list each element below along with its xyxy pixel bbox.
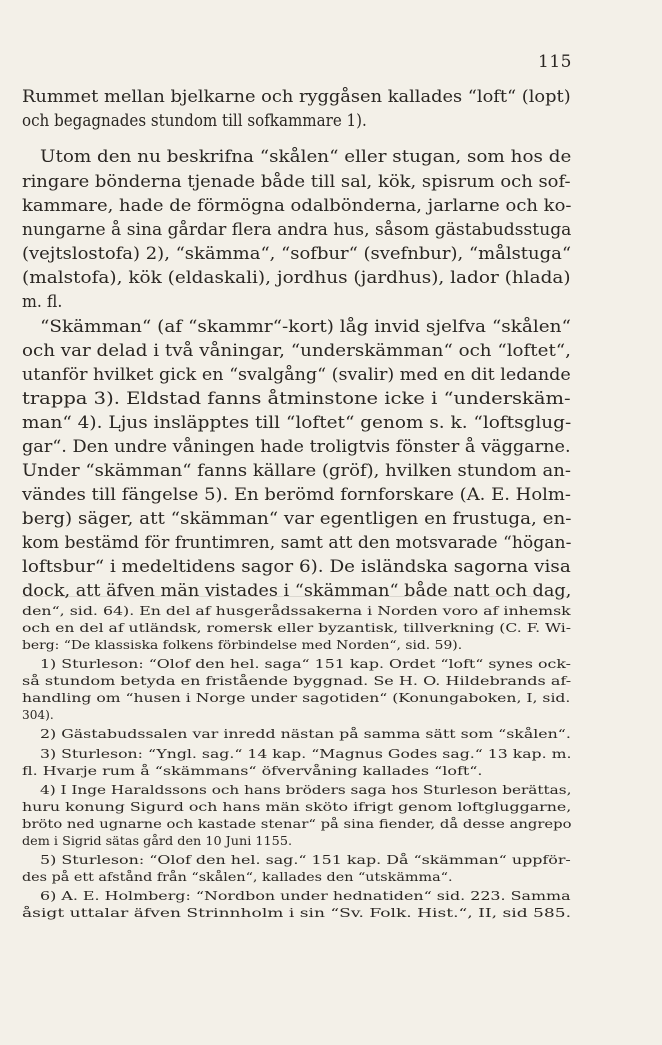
footnote-line-11: 4) I Inge Haraldssons och hans bröders saga hos Sturleson berättas, [40, 781, 572, 797]
footnote-line-3: berg: “De klassiska folkens förbindelse med Norden“, sid. 59). [22, 636, 463, 652]
body-line-20: loftsbur“ i medeltidens sagor 6). De isländska sagorna visa [22, 557, 571, 576]
body-line-6: nungarne å sina gårdar flera andra hus, såsom gästabudsstuga [22, 220, 572, 239]
footnote-line-6: handling om “husen i Norge under sagotiden“ (Konungaboken, I, sid. [22, 689, 571, 705]
footnote-line-4: 1) Sturleson: “Olof den hel. saga“ 151 kap. Ordet “loft“ synes ock- [40, 655, 572, 671]
body-line-7: (vejtslostofa) 2), “skämma“, “sofbur“ (svefnbur), “målstuga“ [22, 244, 572, 263]
body-line-8: (malstofa), kök (eldaskali), jordhus (jardhus), lador (hlada) [22, 268, 571, 287]
body-line-5: kammare, hade de förmögna odalbönderna, jarlarne och ko- [22, 196, 572, 215]
body-line-21: dock, att äfven män vistades i “skämman“ både natt och dag, [22, 581, 572, 600]
body-line-9: m. fl. [22, 292, 63, 311]
footnote-line-14: dem i Sigrid sätas gård den 10 Juni 1155. [22, 832, 293, 848]
body-line-12: utanför hvilket gick en “svalgång“ (svalir) med en dit ledande [22, 365, 571, 384]
footnote-line-10: fl. Hvarje rum å “skämmans“ öfvervåning kallades “loft“. [22, 762, 483, 778]
body-line-4: ringare bönderna tjenade både till sal, kök, spisrum och sof- [22, 172, 571, 191]
footnote-line-5: så stundom betyda en fristående byggnad. Se H. O. Hildebrands af- [22, 672, 572, 688]
body-line-2: och begagnades stundom till sofkammare 1). [22, 111, 367, 130]
body-line-10: “Skämman“ (af “skammr“-kort) låg invid sjelfva “skålen“ [40, 317, 571, 336]
footnote-line-7: 304). [22, 706, 54, 722]
footnote-separator [22, 596, 570, 597]
footnote-line-1: den“, sid. 64). En del af husgerådssakerna i Norden voro af inhemsk [22, 602, 571, 618]
body-line-11: och var delad i två våningar, “underskämman“ och “loftet“, [22, 341, 571, 360]
footnote-line-18: åsigt uttalar äfven Strinnholm i sin “Sv. Folk. Hist.“, II, sid 585. [22, 904, 572, 920]
footnote-line-17: 6) A. E. Holmberg: “Nordbon under hednatiden“ sid. 223. Samma [40, 887, 571, 903]
footnote-line-15: 5) Sturleson: “Olof den hel. sag.“ 151 kap. Då “skämman“ uppför- [40, 851, 571, 867]
body-line-3: Utom den nu beskrifna “skålen“ eller stugan, som hos de [40, 147, 572, 166]
footnote-line-12: huru konung Sigurd och hans män sköto ifrigt genom loftgluggarne, [22, 798, 572, 814]
body-line-16: Under “skämman“ fanns källare (gröf), hvilken stundom an- [22, 461, 571, 480]
footnote-line-2: och en del af utländsk, romersk eller byzantisk, tillverkning (C. F. Wi- [22, 619, 572, 635]
body-line-17: vändes till fängelse 5). En berömd fornforskare (A. E. Holm- [22, 485, 572, 504]
body-line-19: kom bestämd för fruntimren, samt att den motsvarade “högan- [22, 533, 572, 552]
body-line-13: trappa 3). Eldstad fanns åtminstone icke i “underskäm- [22, 389, 571, 408]
body-line-14: man“ 4). Ljus insläpptes till “loftet“ genom s. k. “loftsglug- [22, 413, 572, 432]
body-line-18: berg) säger, att “skämman“ var egentligen en frustuga, en- [22, 509, 572, 528]
page-number: 115 [538, 52, 572, 72]
body-line-1: Rummet mellan bjelkarne och ryggåsen kallades “loft“ (lopt) [22, 87, 571, 106]
footnote-line-16: des på ett afstånd från “skålen“, kallades den “utskämma“. [22, 868, 453, 884]
footnote-line-9: 3) Sturleson: “Yngl. sag.“ 14 kap. “Magnus Godes sag.“ 13 kap. m. [40, 745, 572, 761]
footnote-line-13: bröto ned ugnarne och kastade stenar“ på sina fiender, då desse angrepo [22, 815, 572, 831]
body-line-15: gar“. Den undre våningen hade troligtvis fönster å väggarne. [22, 437, 571, 456]
footnote-line-8: 2) Gästabudssalen var inredd nästan på samma sätt som “skålen“. [40, 725, 571, 741]
